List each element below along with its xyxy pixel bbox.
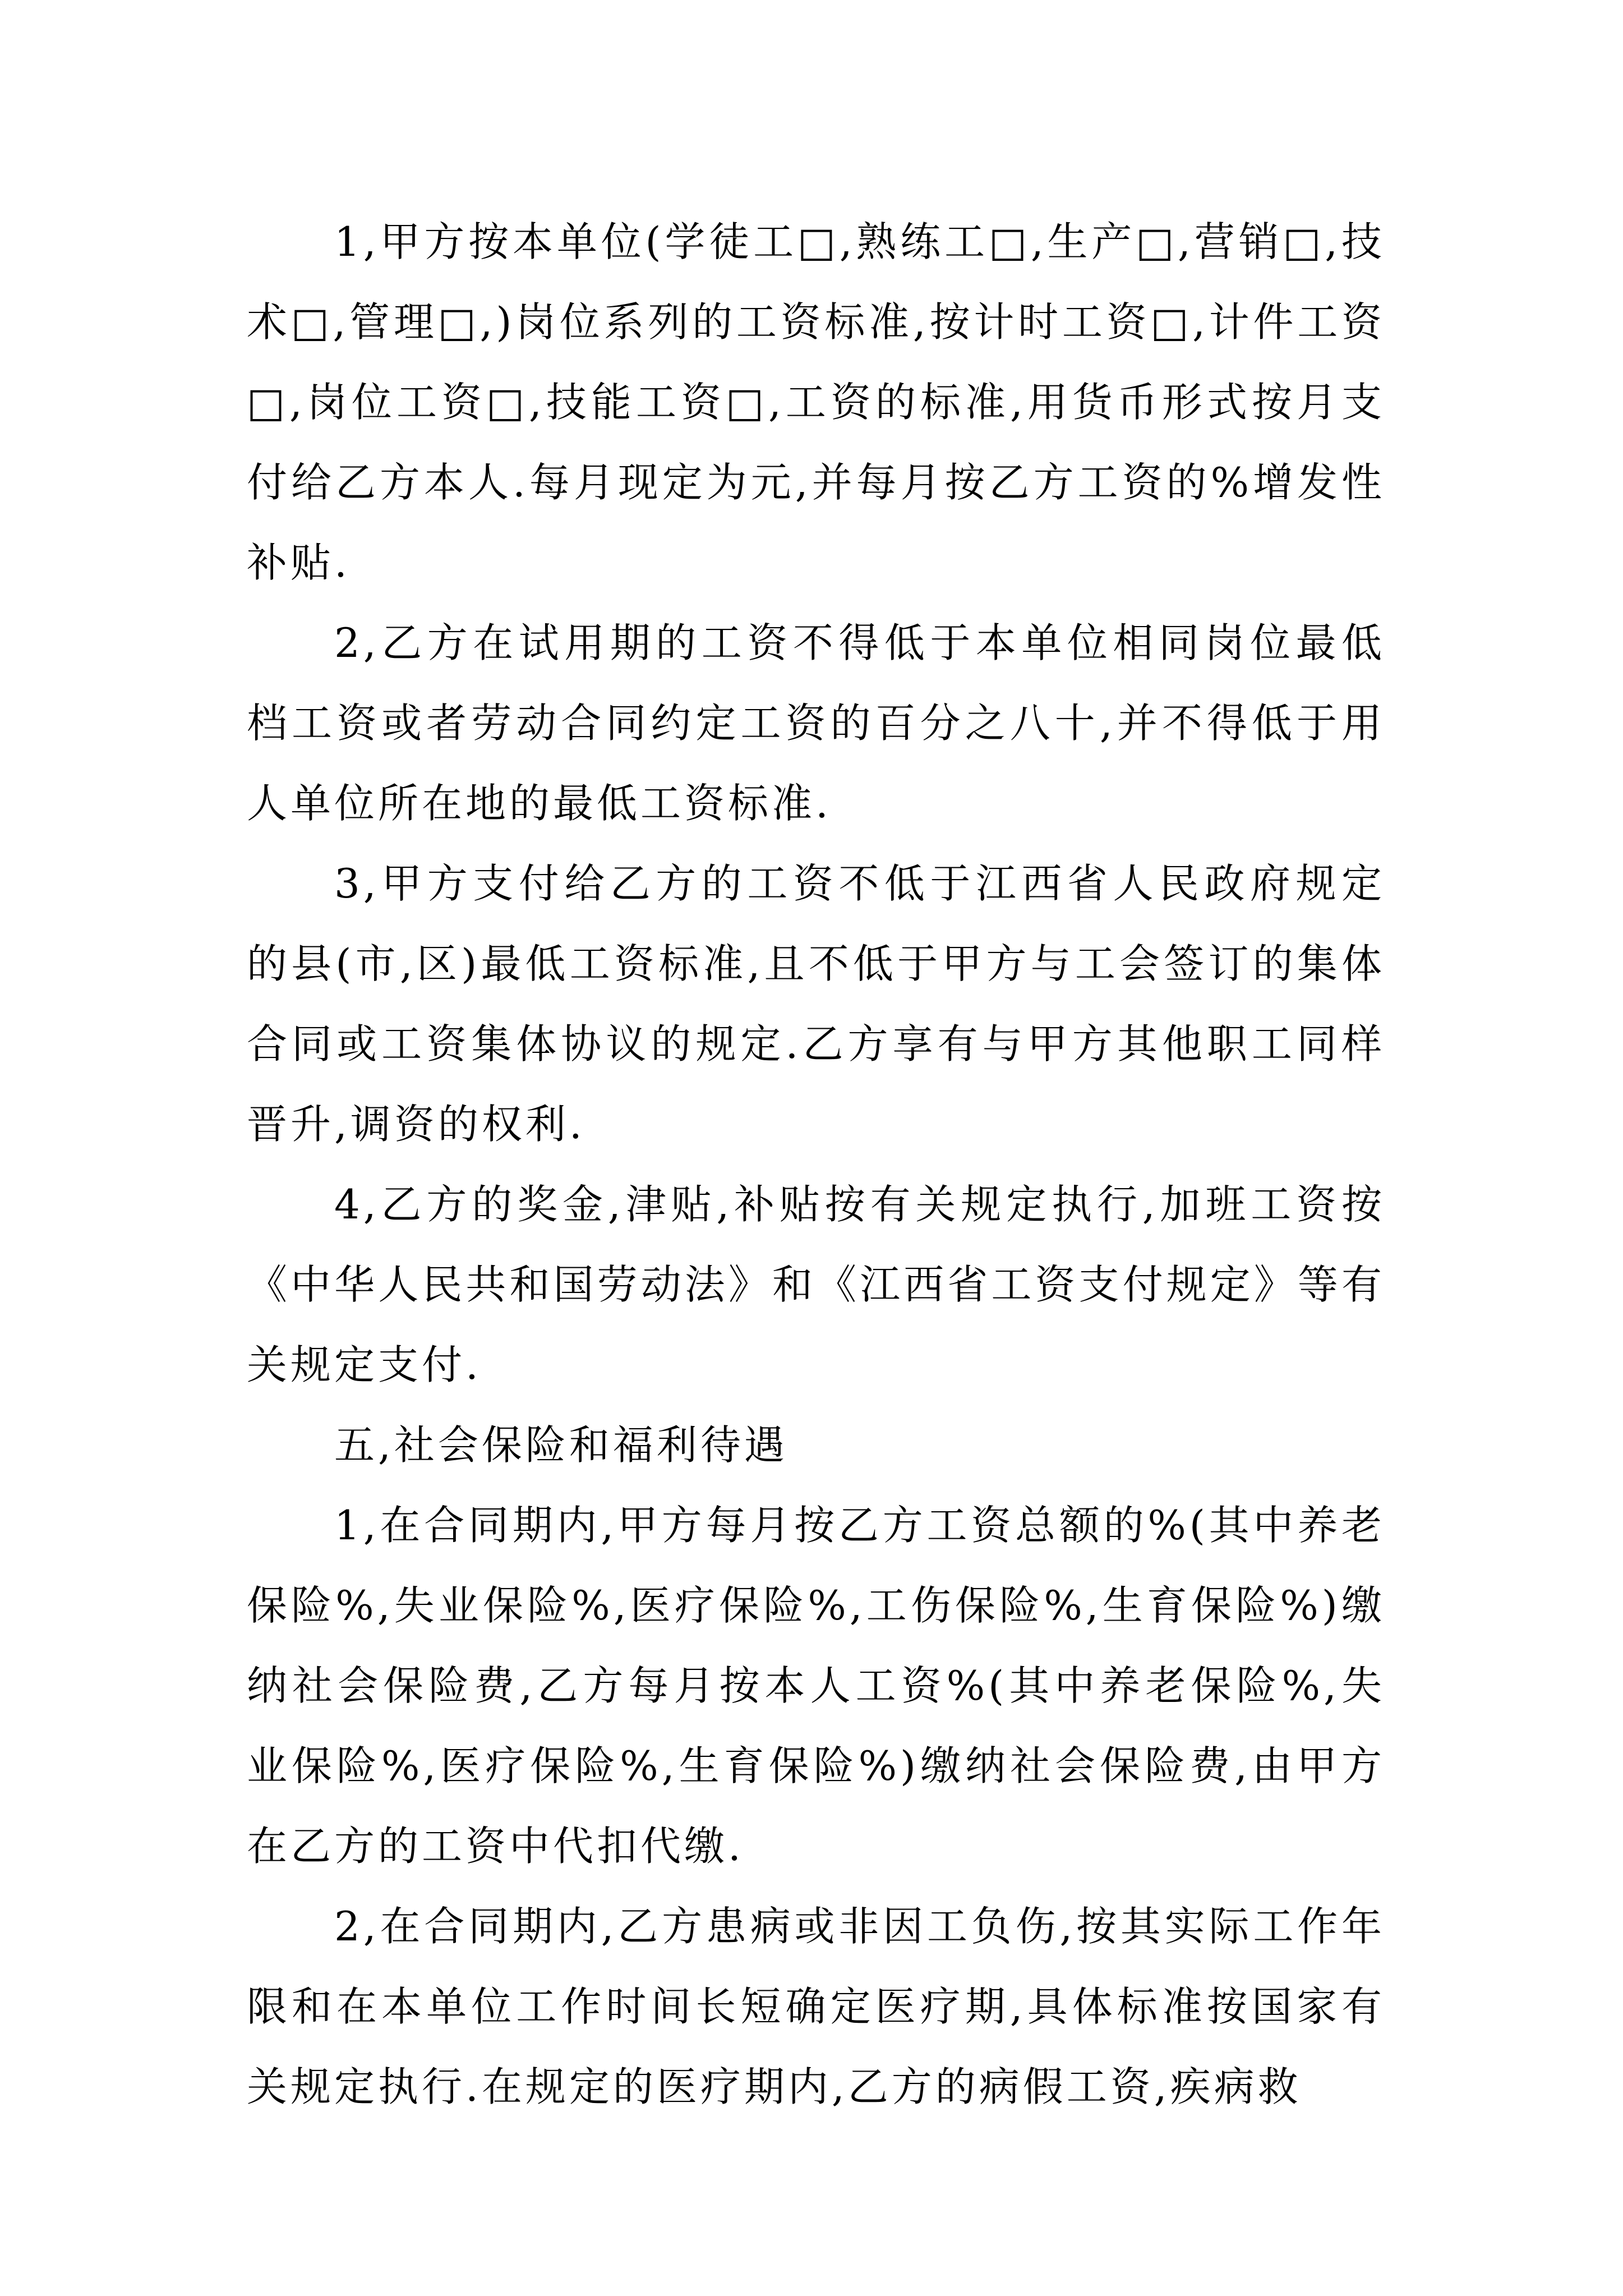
paragraph-probation-wage: 2,乙方在试用期的工资不得低于本单位相同岗位最低档工资或者劳动合同约定工资的百分之八十,并不得低于用人单位所在地的最低工资标准. xyxy=(247,619,1385,827)
paragraph-wage-standard: 1,甲方按本单位(学徒工□,熟练工□,生产□,营销□,技术□,管理□,)岗位系列的工资标准,按计时工资□,计件工资□,岗位工资□,技能工资□,工资的标准,用货币形式按月支付给乙方本人.每月现定为元,并每月按乙方工资的%增发性补贴. xyxy=(247,218,1385,586)
section-heading-social-insurance: 五,社会保险和福利待遇 xyxy=(334,1421,788,1469)
paragraph-bonus-overtime: 4,乙方的奖金,津贴,补贴按有关规定执行,加班工资按《中华人民共和国劳动法》和《江西省工资支付规定》等有关规定支付. xyxy=(247,1181,1385,1388)
paragraph-minimum-wage: 3,甲方支付给乙方的工资不低于江西省人民政府规定的县(市,区)最低工资标准,且不低于甲方与工会签订的集体合同或工资集体协议的规定.乙方享有与甲方其他职工同样晋升,调资的权利. xyxy=(247,860,1385,1148)
paragraph-medical-period: 2,在合同期内,乙方患病或非因工负伤,按其实际工作年限和在本单位工作时间长短确定医疗期,具体标准按国家有关规定执行.在规定的医疗期内,乙方的病假工资,疾病救 xyxy=(247,1903,1385,2110)
document-body xyxy=(247,202,1385,2127)
paragraph-insurance-contribution: 1,在合同期内,甲方每月按乙方工资总额的%(其中养老保险%,失业保险%,医疗保险%,工伤保险%,生育保险%)缴纳社会保险费,乙方每月按本人工资%(其中养老保险%,失业保险%,医疗保险%,生育保险%)缴纳社会保险费,由甲方在乙方的工资中代扣代缴. xyxy=(247,1502,1385,1870)
